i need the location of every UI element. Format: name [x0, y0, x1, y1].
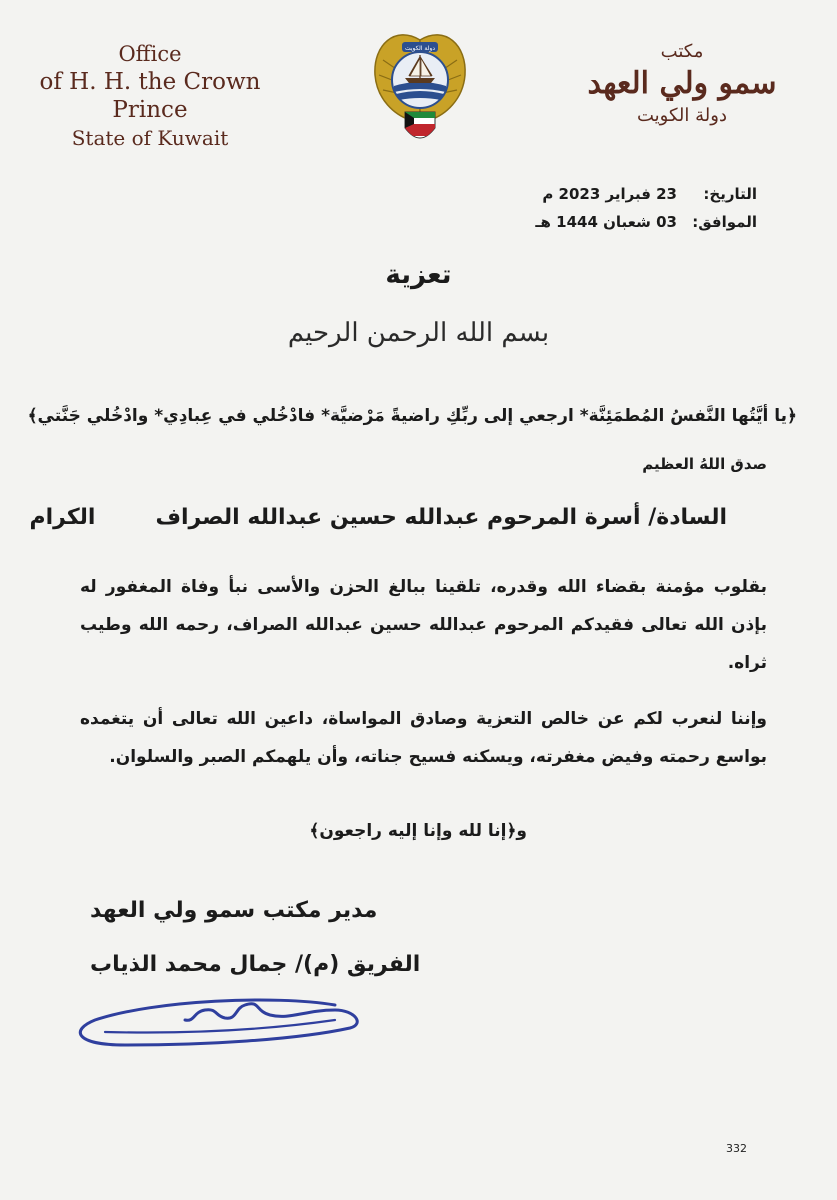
- body-paragraph-2: وإننا لنعرب لكم عن خالص التعزية وصادق المواساة، داعين الله تعالى أن يتغمده بواسع رحمته وفيض مغفرته، ويسكنه فسيح جناته، وأن يلهمكم الصبر والسلوان.: [80, 709, 767, 767]
- addressee-text: السادة/ أسرة المرحوم عبدالله حسين عبدالله الصراف: [155, 505, 727, 530]
- date-value: 23 فبراير 2023 م: [542, 185, 677, 203]
- letterhead-line-office: Office: [118, 42, 182, 66]
- letterhead-line-state: State of Kuwait: [71, 126, 229, 150]
- date-block: [437, 180, 757, 236]
- letterhead-ar-state: دولة الكويت: [637, 105, 727, 126]
- addressee-line: [30, 505, 728, 530]
- signatory-title-text: مدير مكتب سمو ولي العهد: [90, 898, 378, 923]
- addressee-honorific: الكرام: [29, 505, 96, 530]
- signatory-title: [0, 898, 837, 923]
- letterhead-arabic: [547, 40, 817, 128]
- signatory-name: [0, 952, 837, 977]
- date-label: التاريخ:: [703, 185, 757, 203]
- basmala-calligraphy: بسم الله الرحمن الرحيم: [287, 318, 550, 348]
- hijri-label: الموافق:: [692, 213, 757, 231]
- kuwait-emblem-icon: [365, 20, 475, 155]
- handwritten-signature: [65, 990, 365, 1065]
- body-paragraph-1: بقلوب مؤمنة بقضاء الله وقدره، تلقينا ببالغ الحزن والأسى نبأ وفاة المغفور له بإذن الله تعالى فقيدكم المرحوم عبدالله حسين عبدالله الصراف، رحمه الله وطيب ثراه.: [80, 577, 767, 673]
- hijri-value: 03 شعبان 1444 هـ: [535, 213, 677, 231]
- letterhead-english: [20, 40, 280, 152]
- page-number: 332: [726, 1142, 747, 1155]
- letterhead-line-crown-prince: of H. H. the Crown Prince: [39, 69, 261, 123]
- letter-title: تعزية: [385, 260, 452, 290]
- signatory-name-text: الفريق (م)/ جمال محمد الذياب: [90, 952, 421, 977]
- emblem-banner-text: دولة الكويت: [405, 45, 435, 52]
- letterhead-ar-office: مكتب: [660, 41, 704, 62]
- letterhead-ar-crown-prince: سمو ولي العهد: [587, 66, 777, 101]
- quran-verse: ﴿يا أيَّتُها النَّفسُ المُطمَئِنَّة* ارجعي إلى ربِّكِ راضيةً مَرْضيَّة* فادْخُلي في عِبادِي* وادْخُلي جَنَّتي﴾: [27, 406, 797, 426]
- closing-phrase: و﴿إنا لله وإنا إليه راجعون﴾: [309, 821, 527, 841]
- verse-attribution: صدق اللهُ العظيم: [642, 455, 767, 473]
- gregorian-date-row: [437, 180, 757, 208]
- hijri-date-row: [437, 208, 757, 236]
